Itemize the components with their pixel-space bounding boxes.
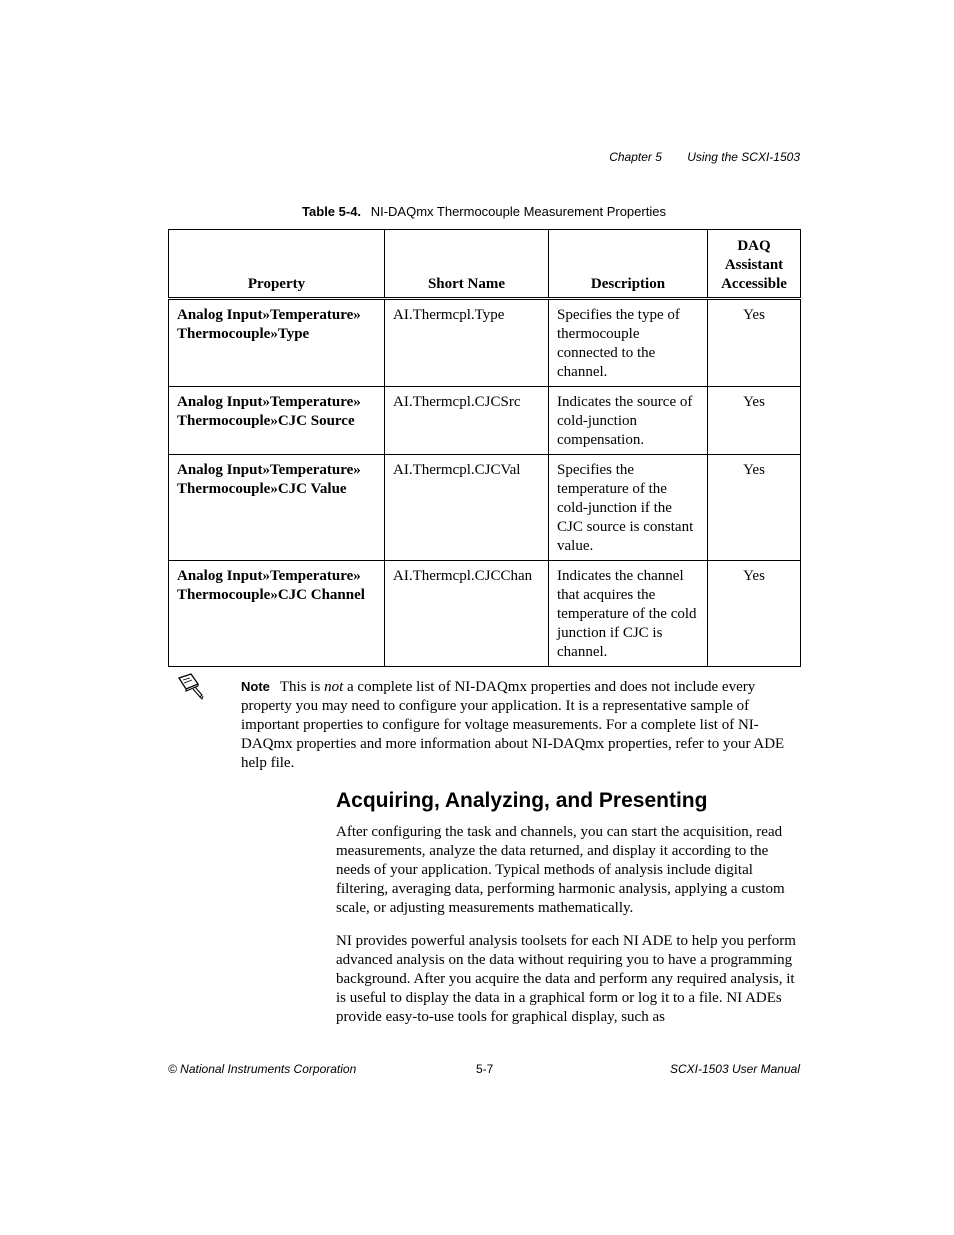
note-label: Note — [241, 679, 270, 694]
accessible-cell: Yes — [708, 561, 801, 667]
footer-page-number: 5-7 — [476, 1062, 494, 1076]
table-row — [169, 455, 801, 561]
section-paragraph-1: After configuring the task and channels, you can start the acquisition, read measurements, analyze the data returned, and display it according to the needs of your application. Typical methods of analysis include digital filtering, averaging data, performing harmonic analysis, applying a custom scale, or adjusting measurements mathematically. — [336, 824, 785, 916]
section-heading: Acquiring, Analyzing, and Presenting — [336, 789, 708, 812]
property-cell — [169, 387, 385, 455]
description-cell: Indicates the channel that acquires the temperature of the cold junction if CJC is channel. — [549, 561, 708, 667]
table-caption — [168, 204, 800, 219]
column-header-property: Property — [169, 230, 385, 299]
column-header-accessible-line1: DAQ — [737, 238, 771, 254]
property-line1: Analog Input»Temperature» — [177, 568, 361, 584]
column-header-accessible-line3: Accessible — [721, 276, 787, 292]
property-line1: Analog Input»Temperature» — [177, 394, 361, 410]
note-text-after: a complete list of NI-DAQmx properties and does not include every property you may need to configure your application. It is a representative sample of important properties to configure for voltage measurements. For a complete list of NI-DAQmx properties and more information about NI-DAQmx properties, refer to your ADE help file. — [241, 679, 785, 771]
description-cell: Indicates the source of cold-junction compensation. — [549, 387, 708, 455]
table-caption-text: NI-DAQmx Thermocouple Measurement Properties — [370, 204, 666, 219]
description-cell: Specifies the temperature of the cold-junction if the CJC source is constant value. — [549, 455, 708, 561]
property-line2: Thermocouple»CJC Source — [177, 413, 355, 429]
property-cell — [169, 299, 385, 387]
property-line1: Analog Input»Temperature» — [177, 307, 361, 323]
property-line2: Thermocouple»Type — [177, 326, 310, 342]
accessible-cell: Yes — [708, 455, 801, 561]
table-caption-label: Table 5-4. — [302, 204, 362, 219]
footer-manual-title: SCXI-1503 User Manual — [669, 1062, 800, 1076]
short-name-cell: AI.Thermcpl.CJCVal — [385, 455, 549, 561]
column-header-accessible — [708, 230, 801, 299]
column-header-description: Description — [549, 230, 708, 299]
footer-copyright: © National Instruments Corporation — [168, 1062, 357, 1076]
properties-table — [168, 229, 801, 667]
column-header-accessible-line2: Assistant — [724, 257, 784, 273]
table-row — [169, 299, 801, 387]
property-cell — [169, 561, 385, 667]
running-header — [609, 150, 800, 164]
property-line1: Analog Input»Temperature» — [177, 462, 361, 478]
note-emphasis: not — [324, 679, 344, 695]
accessible-cell: Yes — [708, 299, 801, 387]
table-row — [169, 561, 801, 667]
chapter-title: Using the SCXI-1503 — [687, 150, 800, 164]
note-block — [241, 677, 801, 773]
property-line2: Thermocouple»CJC Channel — [177, 587, 365, 603]
note-pencil-icon — [176, 672, 204, 700]
description-cell: Specifies the type of thermocouple connected to the channel. — [549, 299, 708, 387]
column-header-short-name: Short Name — [385, 230, 549, 299]
table-header-row — [169, 230, 801, 299]
note-text-before: This is — [279, 679, 325, 695]
chapter-label: Chapter 5 — [609, 150, 662, 164]
section-paragraph-2: NI provides powerful analysis toolsets for each NI ADE to help you perform advanced analysis on the data without requiring you to have a programming background. After you acquire the data and perform any required analysis, it is useful to display the data in a graphical form or log it to a file. NI ADEs provide easy-to-use tools for graphical display, such as — [336, 933, 796, 1025]
property-cell — [169, 455, 385, 561]
accessible-cell: Yes — [708, 387, 801, 455]
short-name-cell: AI.Thermcpl.Type — [385, 299, 549, 387]
short-name-cell: AI.Thermcpl.CJCChan — [385, 561, 549, 667]
short-name-cell: AI.Thermcpl.CJCSrc — [385, 387, 549, 455]
table-row — [169, 387, 801, 455]
property-line2: Thermocouple»CJC Value — [177, 481, 347, 497]
